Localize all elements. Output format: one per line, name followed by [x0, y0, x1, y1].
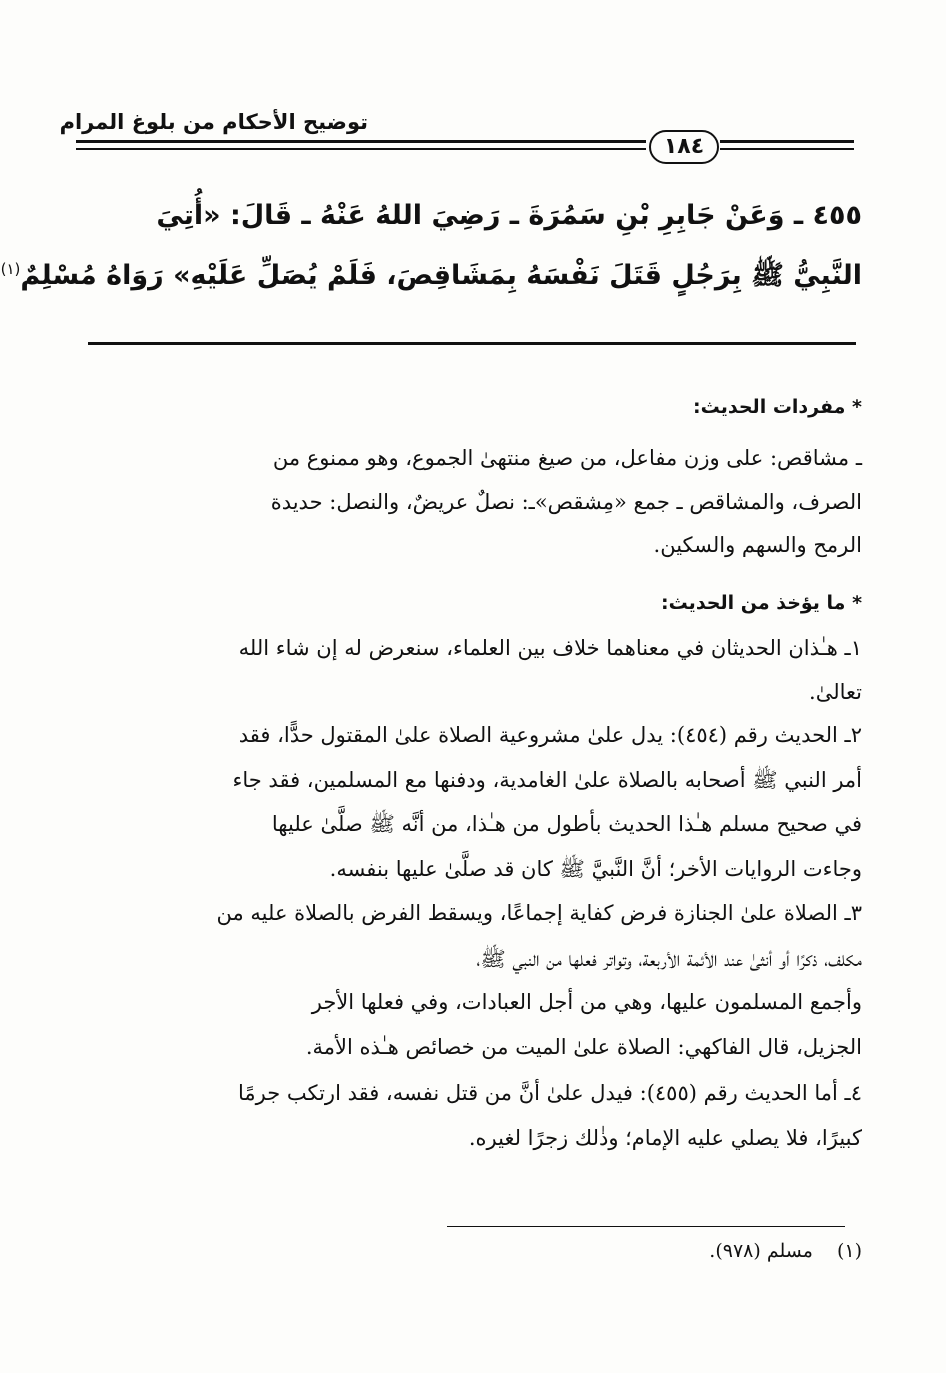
hadith-line-2: [0, 258, 862, 298]
header-rule-left-bottom: [76, 148, 646, 150]
hadith-separator-rule: [88, 342, 856, 345]
lesson-line: وجاءت الروايات الأخر؛ أنَّ النَّبيَّ ﷺ كان قد صلَّىٰ عليها بنفسه.: [329, 857, 862, 881]
header-rule-right-top: [720, 140, 854, 143]
hadith-text-1: ـ وَعَنْ جَابِرِ بْنِ سَمُرَةَ ـ رَضِيَ اللهُ عَنْهُ ـ قَالَ: «أُتِيَ: [156, 200, 804, 231]
lesson-line: مكلف، ذكرًا أو أنثىٰ عند الأئمة الأربعة، وتواتر فعلها من النبي ﷺ،: [476, 947, 862, 971]
vocab-line: الصرف، والمشاقص ـ جمع «مِشقص»ـ: نصلٌ عريضٌ، والنصل: حديدة: [270, 490, 862, 514]
lesson-line: ٣ـ الصلاة علىٰ الجنازة فرض كفاية إجماعًا، ويسقط الفرض بالصلاة عليه من: [216, 901, 862, 925]
footnote-text: مسلم (٩٧٨).: [709, 1240, 813, 1262]
book-title: توضيح الأحكام من بلوغ المرام: [59, 110, 368, 134]
vocab-line: ـ مشاقص: على وزن مفاعل، من صيغ منتهىٰ الجموع، وهو ممنوع من: [272, 446, 862, 470]
lesson-line: وأجمع المسلمون عليها، وهي من أجل العبادات، وفي فعلها الأجر: [311, 990, 862, 1014]
vocab-heading: * مفردات الحديث:: [693, 396, 862, 418]
page-number: ١٨٤: [649, 130, 719, 164]
vocab-line: الرمح والسهم والسكين.: [653, 533, 862, 557]
lesson-line: في صحيح مسلم هـٰذا الحديث بأطول من هـٰذا، من أنَّه ﷺ صلَّىٰ عليها: [271, 812, 862, 836]
hadith-number: ٤٥٥: [812, 200, 862, 231]
lesson-line: كبيرًا، فلا يصلي عليه الإمام؛ وذٰلك زجرًا لغيره.: [468, 1126, 862, 1150]
lesson-line: ١ـ هـٰذان الحديثان في معناهما خلاف بين العلماء، سنعرض له إن شاء الله: [238, 636, 862, 660]
footnote-number: (١): [836, 1240, 862, 1262]
lesson-line: الجزيل، قال الفاكهي: الصلاة علىٰ الميت من خصائص هـٰذه الأمة.: [305, 1035, 862, 1059]
footnote-reference: (١): [0, 260, 21, 278]
header-rule-left-top: [76, 140, 646, 143]
hadith-text-2: النَّبِيُّ ﷺ بِرَجُلٍ قَتَلَ نَفْسَهُ بِمَشَاقِصَ، فَلَمْ يُصَلِّ عَلَيْهِ» رَوَاهُ مُسْلِمٌ: [20, 260, 862, 291]
header-rule-right-bottom: [720, 148, 854, 150]
lesson-line: تعالىٰ.: [809, 680, 862, 704]
lessons-heading: * ما يؤخذ من الحديث:: [660, 592, 862, 614]
footnote-1: [709, 1240, 862, 1262]
hadith-line-1: [156, 200, 862, 231]
lesson-line: أمر النبي ﷺ أصحابه بالصلاة علىٰ الغامدية، ودفنها مع المسلمين، فقد جاء: [232, 768, 862, 792]
lesson-line: ٤ـ أما الحديث رقم (٤٥٥): فيدل علىٰ أنَّ من قتل نفسه، فقد ارتكب جرمًا: [237, 1081, 862, 1105]
lesson-line: ٢ـ الحديث رقم (٤٥٤): يدل علىٰ مشروعية الصلاة علىٰ المقتول حدًّا، فقد: [238, 723, 862, 747]
footnote-separator-rule: [447, 1226, 845, 1227]
